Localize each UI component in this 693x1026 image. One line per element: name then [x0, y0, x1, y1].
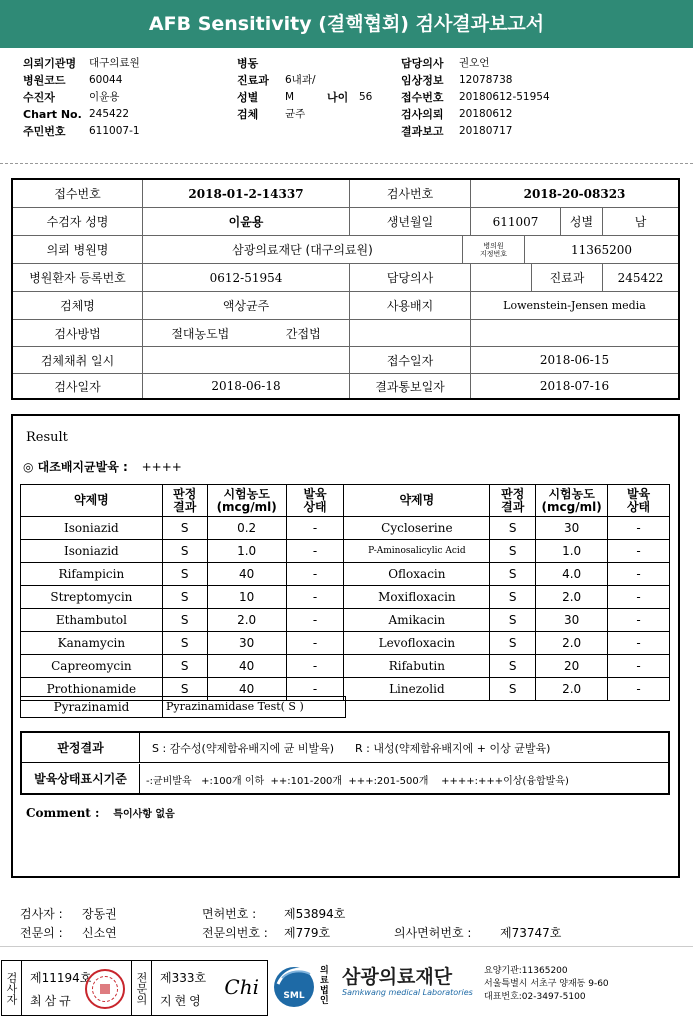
- drug-name: Streptomycin: [21, 586, 163, 609]
- growth-state: -: [286, 540, 344, 563]
- judge-result: S: [162, 609, 207, 632]
- drug-name: Prothionamide: [21, 678, 163, 701]
- concentration: 0.2: [207, 517, 286, 540]
- drug-name: Linezolid: [344, 678, 490, 701]
- empty-cell: [471, 320, 678, 346]
- info-row: [13, 374, 678, 398]
- tester-label: 검사자 :: [20, 907, 63, 921]
- judge-result: S: [162, 586, 207, 609]
- info-row: [13, 236, 678, 264]
- info-label: 검체명: [13, 292, 143, 319]
- header-growth: [608, 485, 670, 517]
- judge-result: S: [490, 632, 536, 655]
- header-growth-2: 상태: [303, 499, 327, 514]
- concentration: 1.0: [536, 540, 608, 563]
- legend-growth-row: [22, 764, 668, 794]
- stamp-specialist-name: 지현영: [160, 994, 204, 1008]
- info-label: 검사방법: [13, 320, 143, 346]
- sml-logo-icon: [272, 962, 322, 1008]
- legend-growth-value: -:균비발육 +:100개 이하 ++:101-200개 +++:201-500개 ++++:+++이상(융합발육): [146, 775, 569, 787]
- header-concentration: [536, 485, 608, 517]
- header-label: 진료과: [237, 74, 269, 87]
- logo-text: SML: [283, 991, 305, 1001]
- specialist-number: 제779호: [284, 926, 331, 940]
- header-label: 병동: [237, 57, 259, 70]
- receipt-number: 2018-01-2-14337: [143, 180, 350, 207]
- specialist-no-label: 전문의번호 :: [202, 926, 268, 940]
- patient-sex: 남: [634, 215, 647, 229]
- header-conc-2: (mcg/ml): [541, 499, 602, 514]
- tester-name: 장동권: [82, 907, 117, 921]
- judge-result: S: [490, 609, 536, 632]
- info-label: 결과통보일자: [350, 374, 471, 398]
- header-value: 권오언: [459, 57, 490, 69]
- info-label: 의뢰 병원명: [13, 236, 143, 263]
- header-label: 접수번호: [401, 91, 444, 104]
- header-col-3: [401, 55, 550, 140]
- doctor-license-number: 제73747호: [500, 926, 562, 940]
- judge-result: S: [490, 540, 536, 563]
- doctor-license-label: 의사면허번호 :: [394, 926, 472, 940]
- drug-name: Capreomycin: [21, 655, 163, 678]
- header-label: 담당의사: [401, 57, 444, 70]
- concentration: 2.0: [536, 678, 608, 701]
- header-label: Chart No.: [23, 108, 82, 121]
- patient-name: 이윤용: [143, 208, 350, 235]
- pyrazinamid-label: Pyrazinamid: [21, 697, 163, 717]
- judge-result: S: [162, 678, 207, 701]
- stamp-specialist-cell: [152, 961, 267, 1015]
- legend-judge-value: S : 감수성(약제함유배지에 균 비발육) R : 내성(약제함유배지에 + 이상 균발육): [152, 741, 551, 755]
- stamp-specialist-number: 제333호: [160, 971, 207, 985]
- method-indirect: 간접법: [285, 326, 321, 341]
- drug-name: Rifabutin: [344, 655, 490, 678]
- age-value: 56: [359, 91, 373, 103]
- judge-result: S: [162, 655, 207, 678]
- judge-result: S: [162, 632, 207, 655]
- header-value: 균주: [285, 108, 306, 120]
- growth-state: -: [286, 517, 344, 540]
- stamp-tester-cell: [22, 961, 132, 1015]
- concentration: 2.0: [536, 632, 608, 655]
- stamp-specialist-vertical-label: 전문의: [132, 961, 152, 1015]
- org-prefix-1: 의료: [320, 966, 329, 986]
- info-label: 수검자 성명: [13, 208, 143, 235]
- header-judge: [490, 485, 536, 517]
- org-info-line: 요양기관:11365200: [484, 966, 568, 976]
- concentration: 2.0: [536, 586, 608, 609]
- bottom-divider: [0, 946, 693, 956]
- header-value: 6내과/: [285, 74, 316, 86]
- collection-date: [143, 347, 350, 373]
- growth-state: -: [286, 655, 344, 678]
- concentration: 30: [536, 609, 608, 632]
- header-growth-1: 발육: [626, 486, 651, 501]
- comment: [26, 805, 175, 820]
- org-info-line: 서울특별시 서초구 양재동 9-60: [484, 979, 609, 989]
- org-main-name: 삼광의료재단: [342, 966, 453, 988]
- concentration: 20: [536, 655, 608, 678]
- growth-state: -: [608, 586, 670, 609]
- drug-name: Ethambutol: [21, 609, 163, 632]
- stamp-tester-name: 최삼규: [30, 994, 74, 1008]
- growth-state: -: [286, 563, 344, 586]
- judge-result: S: [162, 540, 207, 563]
- header-divider: [0, 163, 693, 164]
- drug-name: Moxifloxacin: [344, 586, 490, 609]
- header-value: 20180612: [459, 108, 513, 120]
- control-culture-value: ++++: [141, 460, 182, 474]
- header-value: 60044: [89, 74, 123, 86]
- header-value: 611007-1: [89, 125, 140, 137]
- info-label: 병원환자 등록번호: [13, 264, 143, 291]
- age-label: 나이: [327, 91, 349, 104]
- header-drug: 약제명: [344, 485, 490, 517]
- judge-result: S: [490, 517, 536, 540]
- header-value: 20180612-51954: [459, 91, 550, 103]
- info-label: 진료과: [532, 264, 603, 291]
- info-row: [13, 347, 678, 374]
- medium-name: Lowenstein-Jensen media: [503, 299, 646, 312]
- header-value: 12078738: [459, 74, 513, 86]
- header-conc-1: 시험농도: [223, 486, 270, 501]
- department: 245422: [617, 270, 664, 285]
- header-label: 주민번호: [23, 125, 66, 138]
- header-judge-text: 판정 결과: [173, 486, 197, 514]
- table-row: [21, 655, 670, 678]
- received-date: 2018-06-15: [539, 353, 610, 367]
- growth-state: -: [286, 632, 344, 655]
- test-date: 2018-06-18: [143, 374, 350, 398]
- info-label: 검사일자: [13, 374, 143, 398]
- info-row: [13, 264, 678, 292]
- info-label: 접수일자: [350, 347, 471, 373]
- table-row: [21, 632, 670, 655]
- judge-result: S: [162, 563, 207, 586]
- comment-label: Comment :: [26, 806, 100, 820]
- red-seal-icon: [85, 969, 125, 1009]
- designated-label: [463, 236, 525, 263]
- org-english-name: Samkwang medical Laboratories: [342, 988, 473, 997]
- info-label: 성별: [561, 208, 603, 235]
- result-title: Result: [26, 430, 68, 445]
- info-label: 검체채취 일시: [13, 347, 143, 373]
- info-label: 생년월일: [350, 208, 471, 235]
- info-label: 검사번호: [350, 180, 471, 207]
- header-value: 대구의료원: [89, 57, 140, 69]
- registration-number: 0612-51954: [143, 264, 350, 291]
- drug-name: Rifampicin: [21, 563, 163, 586]
- growth-state: -: [608, 563, 670, 586]
- drug-name: Kanamycin: [21, 632, 163, 655]
- header-label: 성별: [237, 91, 259, 104]
- designated-number: 11365200: [570, 242, 633, 257]
- header-label: 검사의뢰: [401, 108, 444, 121]
- designated-label-1: 병의원: [483, 241, 504, 250]
- header-value: 20180717: [459, 125, 513, 137]
- concentration: 40: [207, 655, 286, 678]
- header-judge: [162, 485, 207, 517]
- method-absolute: 절대농도법: [171, 326, 230, 341]
- pyrazinamid-row: [20, 696, 346, 718]
- org-prefix-2: 법인: [320, 986, 329, 1006]
- specimen-name: 액상균주: [143, 292, 350, 319]
- concentration: 2.0: [207, 609, 286, 632]
- header-concentration: [207, 485, 286, 517]
- legend-growth-label: 발육상태표시기준: [22, 764, 140, 794]
- judge-result: S: [490, 678, 536, 701]
- drug-name: Isoniazid: [21, 540, 163, 563]
- specialist-name: 신소연: [82, 926, 117, 940]
- info-label: 사용배지: [350, 292, 471, 319]
- concentration: 10: [207, 586, 286, 609]
- report-title: AFB Sensitivity (결핵협회) 검사결과보고서: [0, 0, 693, 48]
- growth-state: -: [608, 655, 670, 678]
- growth-state: -: [608, 609, 670, 632]
- doctor-name: [471, 264, 532, 291]
- organization-info: [484, 965, 609, 1004]
- test-number: 2018-20-08323: [523, 186, 626, 201]
- drug-name: Levofloxacin: [344, 632, 490, 655]
- designated-label-2: 지정번호: [479, 249, 508, 258]
- header-label: 병원코드: [23, 74, 66, 87]
- header-judge-text: 판정 결과: [501, 486, 525, 514]
- license-number: 제53894호: [284, 907, 346, 921]
- judge-result: S: [490, 586, 536, 609]
- info-row: [13, 320, 678, 347]
- control-culture-label: ◎ 대조배지균발육 :: [23, 460, 128, 474]
- stamp-box: [1, 960, 268, 1016]
- concentration: 40: [207, 678, 286, 701]
- comment-value: 특이사항 없음: [113, 809, 175, 820]
- info-label: 접수번호: [13, 180, 143, 207]
- table-row: [21, 540, 670, 563]
- header-value: M: [285, 91, 295, 103]
- drug-name: Isoniazid: [21, 517, 163, 540]
- result-section: [11, 414, 680, 878]
- judge-result: S: [162, 517, 207, 540]
- header-label: 의뢰기관명: [23, 57, 77, 70]
- drug-sensitivity-table: [20, 484, 670, 701]
- drug-name: Ofloxacin: [344, 563, 490, 586]
- hospital-name: 삼광의료재단 (대구의료원): [143, 236, 463, 263]
- header-drug: 약제명: [21, 485, 163, 517]
- drug-name: Cycloserine: [344, 517, 490, 540]
- concentration: 40: [207, 563, 286, 586]
- growth-state: -: [608, 517, 670, 540]
- growth-state: -: [286, 586, 344, 609]
- growth-state: -: [286, 678, 344, 701]
- info-row: [13, 292, 678, 320]
- header-col-1: [23, 55, 140, 140]
- table-row: [21, 609, 670, 632]
- patient-info-table: [11, 178, 680, 400]
- info-row: [13, 180, 678, 208]
- header-col-2: [237, 55, 372, 123]
- info-label: 담당의사: [350, 264, 471, 291]
- header-growth-1: 발육: [303, 486, 327, 501]
- concentration: 30: [536, 517, 608, 540]
- header-value: 이윤용: [89, 91, 120, 103]
- table-row: [21, 563, 670, 586]
- handwritten-signature: Chi: [224, 975, 259, 999]
- drug-name: Amikacin: [344, 609, 490, 632]
- table-row: [21, 517, 670, 540]
- notified-date: 2018-07-16: [539, 379, 610, 393]
- signature-block: [20, 905, 561, 943]
- header-label: 수진자: [23, 91, 55, 104]
- license-label: 면허번호 :: [202, 907, 257, 921]
- header-conc-2: (mcg/ml): [216, 499, 277, 514]
- stamp-tester-number: 제11194호: [30, 971, 92, 985]
- drug-name: P-Aminosalicylic Acid: [344, 540, 490, 563]
- control-culture: [23, 458, 182, 475]
- header-conc-1: 시험농도: [548, 486, 595, 501]
- header-label: 결과보고: [401, 125, 444, 138]
- table-header-row: [21, 485, 670, 517]
- stamp-tester-vertical-label: 검사자: [2, 961, 22, 1015]
- empty-cell: [350, 320, 471, 346]
- table-row: [21, 586, 670, 609]
- header-label: 검체: [237, 108, 259, 121]
- header-growth-2: 상태: [626, 499, 651, 514]
- date-of-birth: 611007: [471, 208, 561, 235]
- header-label: 임상정보: [401, 74, 444, 87]
- concentration: 30: [207, 632, 286, 655]
- concentration: 4.0: [536, 563, 608, 586]
- judge-result: S: [490, 655, 536, 678]
- concentration: 1.0: [207, 540, 286, 563]
- info-row: [13, 208, 678, 236]
- header-value: 245422: [89, 108, 130, 120]
- legend-box: [20, 731, 670, 795]
- legend-judge-row: [22, 733, 668, 763]
- specialist-label: 전문의 :: [20, 926, 63, 940]
- org-info-line: 대표번호:02-3497-5100: [484, 992, 586, 1002]
- header-growth: [286, 485, 344, 517]
- pyrazinamidase-test: Pyrazinamidase Test( S ): [166, 700, 304, 713]
- legend-judge-label: 판정결과: [22, 733, 140, 762]
- org-prefix: [320, 966, 329, 1006]
- judge-result: S: [490, 563, 536, 586]
- test-method: [143, 320, 350, 346]
- growth-state: -: [608, 632, 670, 655]
- growth-state: -: [286, 609, 344, 632]
- growth-state: -: [608, 540, 670, 563]
- growth-state: -: [608, 678, 670, 701]
